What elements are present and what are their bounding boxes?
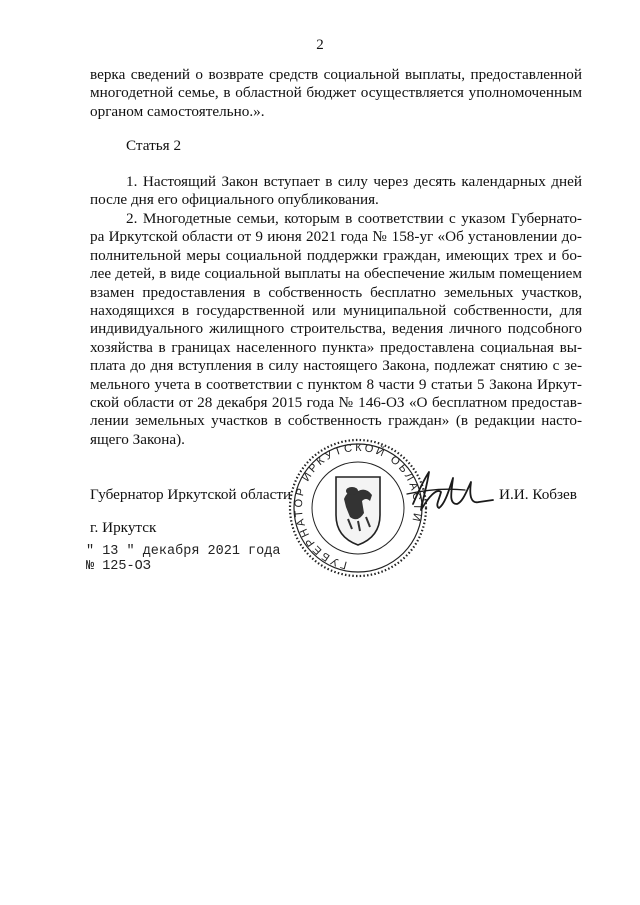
text-line: 1. Настоящий Закон вступает в силу через десять календарных дней <box>126 173 582 190</box>
text-line: верка сведений о возврате средств социальной выплаты, предоставленной <box>90 66 582 83</box>
text-line: ской области от 28 декабря 2015 года № 146-ОЗ «О бесплатном предостав- <box>90 393 582 411</box>
text-line: лении земельных участков в собственность граждан» (в редакции насто- <box>90 412 582 430</box>
text-line: находящихся в государственной или муниципальной собственности, для <box>90 301 582 319</box>
text-line: ра Иркутской области от 9 июня 2021 года № 158-уг «Об установлении до- <box>90 228 582 246</box>
law-number: № 125-ОЗ <box>86 559 151 574</box>
page-number: 2 <box>316 37 324 53</box>
intro-paragraph <box>90 66 582 121</box>
text-line: многодетной семье, в областной бюджет осуществляется уполномоченным <box>90 84 582 102</box>
text-line: 2. Многодетные семьи, которым в соответствии с указом Губернато- <box>126 210 582 227</box>
paragraph-1 <box>90 173 582 210</box>
law-date: " 13 " декабря 2021 года <box>86 544 281 559</box>
signatory-title: Губернатор Иркутской области <box>90 486 292 503</box>
signatory-name: И.И. Кобзев <box>499 486 577 503</box>
text-line: индивидуального жилищного строительства, ведения личного подсобного <box>90 320 582 338</box>
text-line: ящего Закона). <box>90 430 185 448</box>
text-line: лее детей, в виде социальной выплаты на обеспечение жилым помещением <box>90 265 582 283</box>
paragraph-2 <box>90 210 582 449</box>
city: г. Иркутск <box>90 519 157 536</box>
text-line: взамен предоставления в собственность бесплатно земельных участков, <box>90 283 582 301</box>
text-line: плата до дня вступления в силу настоящего Закона, подлежат снятию с зе- <box>90 357 582 375</box>
text-line: мельного учета в соответствии с пунктом 8 части 9 статьи 5 Закона Иркут- <box>90 375 582 393</box>
article-heading: Статья 2 <box>126 137 182 154</box>
svg-text:ГУБЕРНАТОР ИРКУТСКОЙ ОБЛАСТИ: ГУБЕРНАТОР ИРКУТСКОЙ ОБЛАСТИ <box>292 441 424 571</box>
text-line: органом самостоятельно.». <box>90 102 265 120</box>
text-line: полнительной меры социальной поддержки граждан, имеющих трех и бо- <box>90 246 582 264</box>
text-line: хозяйства в границах населенного пункта» предоставлена социальная вы- <box>90 338 582 356</box>
signature <box>405 460 495 520</box>
text-line: после дня его официального опубликования. <box>90 191 379 209</box>
